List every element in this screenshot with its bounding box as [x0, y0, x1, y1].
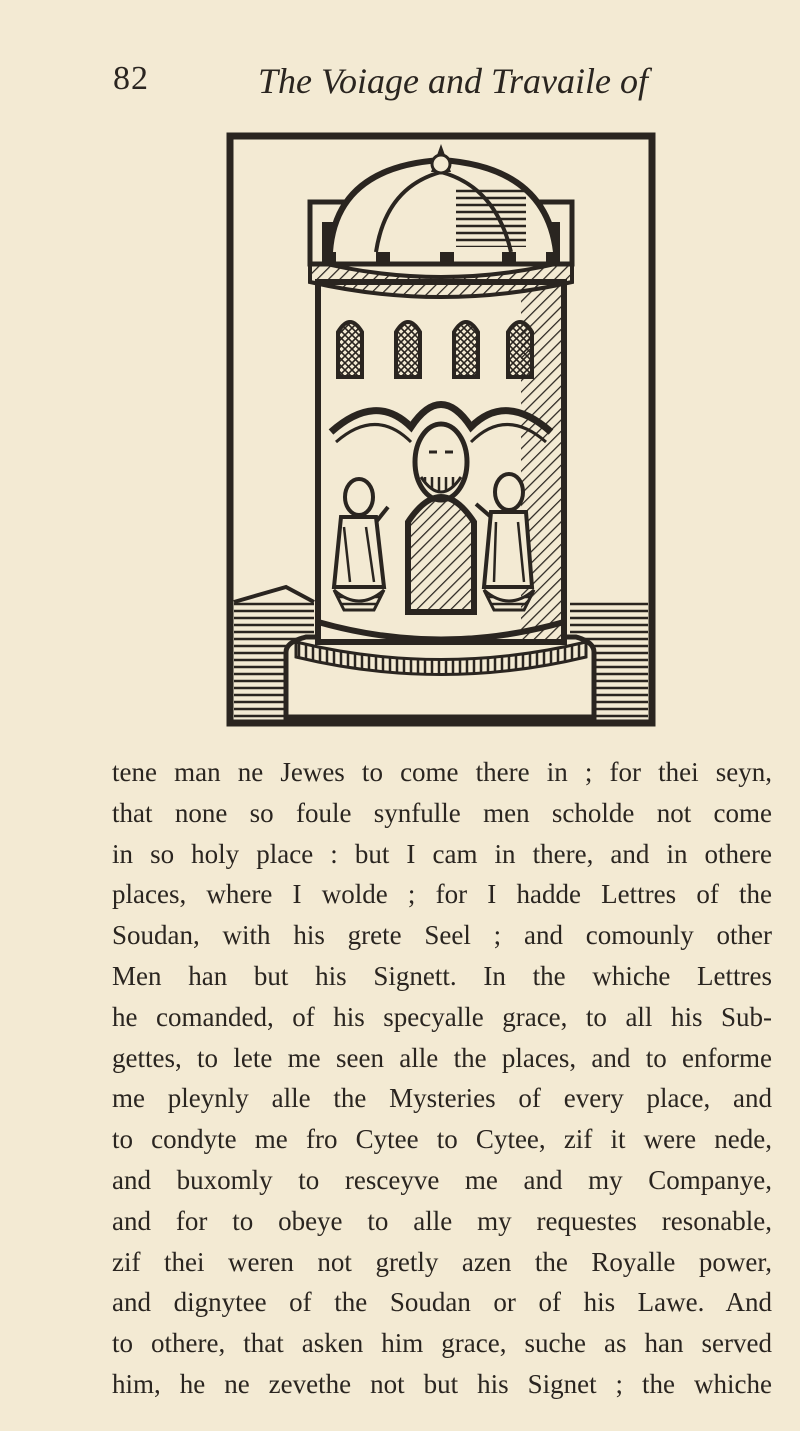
woodcut-tower-shrine-icon: [226, 132, 656, 727]
text-line: Men han but his Signett. In the whiche Lettres: [112, 960, 772, 991]
text-line: that none so foule synfulle men scholde not come: [112, 797, 772, 828]
text-line: him, he ne zevethe not but his Signet ; the whiche: [112, 1368, 772, 1399]
text-line: Soudan, with his grete Seel ; and comounly other: [112, 920, 772, 951]
text-line: he comanded, of his specyalle grace, to all his Sub-: [112, 1001, 772, 1032]
text-line: places, where I wolde ; for I hadde Lettres of the: [112, 879, 772, 910]
text-line: and dignytee of the Soudan or of his Lawe. And: [112, 1287, 772, 1318]
text-line: tene man ne Jewes to come there in ; for thei seyn,: [112, 757, 772, 787]
text-line: to othere, that asken him grace, suche as han served: [112, 1328, 772, 1359]
text-line: and buxomly to resceyve me and my Companye,: [112, 1164, 772, 1195]
running-head: The Voiage and Travaile of: [258, 61, 648, 101]
page-number: 82: [113, 60, 149, 97]
body-text: [112, 752, 772, 1405]
text-line: zif thei weren not gretly azen the Royalle power,: [112, 1246, 772, 1277]
text-line: me pleynly alle the Mysteries of every place, and: [112, 1083, 772, 1114]
text-line: in so holy place : but I cam in there, and in othere: [112, 838, 772, 869]
text-line: to condyte me fro Cytee to Cytee, zif it were nede,: [112, 1124, 772, 1155]
text-line: gettes, to lete me seen alle the places, and to enforme: [112, 1042, 772, 1073]
text-line: and for to obeye to alle my requestes resonable,: [112, 1205, 772, 1236]
